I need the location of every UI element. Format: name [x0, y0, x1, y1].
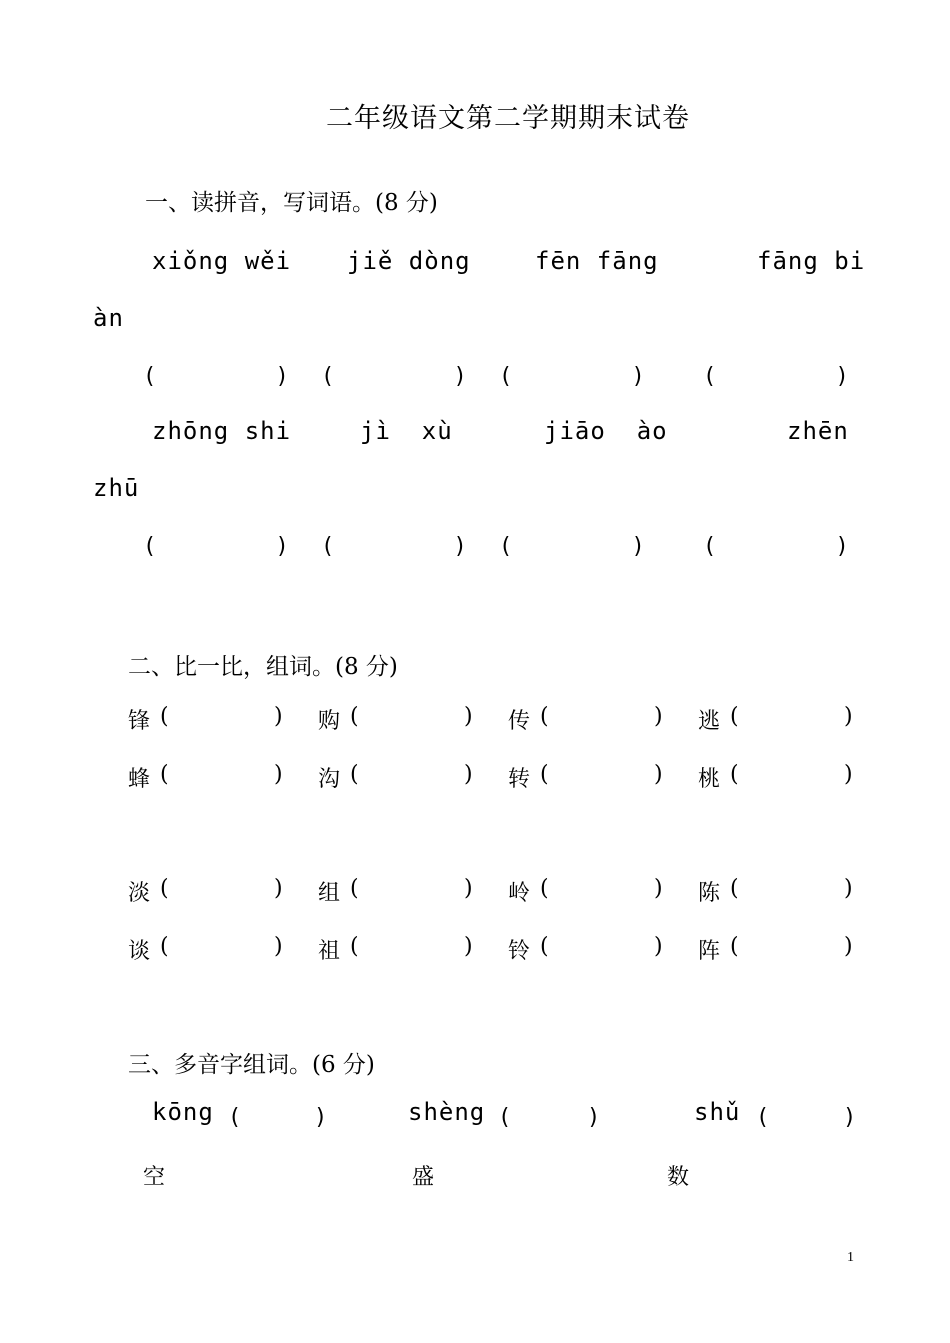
polyphone-pinyin: shèng: [408, 1098, 486, 1126]
answer-blank-open[interactable]: (: [160, 934, 169, 959]
answer-blank-close[interactable]: ): [274, 876, 283, 901]
compare-char: 购: [318, 709, 341, 734]
answer-blank-open[interactable]: (: [228, 1105, 242, 1130]
answer-blank-close[interactable]: ): [844, 704, 853, 729]
compare-char: 蜂: [128, 767, 151, 792]
compare-char: 组: [318, 881, 341, 906]
answer-blank-open[interactable]: (: [540, 934, 549, 959]
answer-blank-close[interactable]: ): [464, 876, 473, 901]
answer-blank-open[interactable]: (: [160, 762, 169, 787]
answer-blank[interactable]: ( ): [703, 534, 849, 559]
answer-blank-open[interactable]: (: [730, 876, 739, 901]
answer-blank-close[interactable]: ): [274, 934, 283, 959]
pinyin-item: jì xù: [360, 417, 453, 445]
pinyin-item: fēn fāng: [535, 247, 659, 275]
compare-char: 岭: [508, 881, 531, 906]
compare-char: 逃: [698, 709, 721, 734]
compare-char: 转: [508, 767, 531, 792]
section1-heading: 一、读拼音，写词语。(8 分): [145, 190, 438, 216]
polyphone-char: 数: [667, 1165, 690, 1190]
answer-blank[interactable]: ( ): [321, 364, 467, 389]
answer-blank-close[interactable]: ): [464, 762, 473, 787]
pinyin-item: zhēn: [787, 417, 849, 445]
answer-blank-open[interactable]: (: [730, 704, 739, 729]
answer-blank-open[interactable]: (: [756, 1105, 770, 1130]
section2-heading: 二、比一比，组词。(8 分): [128, 654, 398, 680]
answer-blank-open[interactable]: (: [498, 1105, 512, 1130]
polyphone-pinyin: shǔ: [694, 1098, 741, 1126]
pinyin-wrap: àn: [93, 304, 124, 332]
answer-blank[interactable]: ( ): [143, 534, 289, 559]
answer-blank-open[interactable]: (: [350, 762, 359, 787]
pinyin-item: zhōng shi: [152, 417, 292, 445]
answer-blank-close[interactable]: ): [464, 704, 473, 729]
compare-char: 阵: [698, 939, 721, 964]
polyphone-char: 盛: [412, 1165, 435, 1190]
pinyin-item: fāng bi: [757, 247, 866, 275]
answer-blank[interactable]: ( ): [499, 534, 645, 559]
answer-blank-open[interactable]: (: [350, 876, 359, 901]
answer-blank-open[interactable]: (: [350, 704, 359, 729]
page-number: 1: [847, 1250, 854, 1265]
answer-blank-open[interactable]: (: [730, 934, 739, 959]
answer-blank-close[interactable]: ): [844, 876, 853, 901]
answer-blank-open[interactable]: (: [540, 762, 549, 787]
page-title: 二年级语文第二学期期末试卷: [326, 103, 690, 134]
answer-blank-open[interactable]: (: [540, 876, 549, 901]
compare-char: 传: [508, 709, 531, 734]
compare-char: 锋: [128, 709, 151, 734]
compare-char: 祖: [318, 939, 341, 964]
pinyin-wrap: zhū: [93, 474, 140, 502]
answer-blank-open[interactable]: (: [160, 704, 169, 729]
compare-char: 淡: [128, 881, 151, 906]
compare-char: 铃: [508, 939, 531, 964]
pinyin-item: jiě dòng: [347, 247, 471, 275]
answer-blank-close[interactable]: ): [844, 762, 853, 787]
answer-blank-close[interactable]: ): [844, 934, 853, 959]
pinyin-item: xiǒng wěi: [152, 247, 292, 275]
section3-heading: 三、多音字组词。(6 分): [128, 1052, 375, 1078]
answer-blank-open[interactable]: (: [730, 762, 739, 787]
answer-blank-close[interactable]: ): [843, 1105, 857, 1130]
polyphone-pinyin: kōng: [152, 1098, 214, 1126]
compare-char: 桃: [698, 767, 721, 792]
answer-blank-open[interactable]: (: [350, 934, 359, 959]
pinyin-item: jiāo ào: [544, 417, 668, 445]
polyphone-char: 空: [143, 1165, 166, 1190]
answer-blank-close[interactable]: ): [274, 704, 283, 729]
answer-blank-close[interactable]: ): [654, 934, 663, 959]
answer-blank-close[interactable]: ): [587, 1105, 601, 1130]
answer-blank[interactable]: ( ): [703, 364, 849, 389]
compare-char: 谈: [128, 939, 151, 964]
answer-blank-open[interactable]: (: [540, 704, 549, 729]
compare-char: 沟: [318, 767, 341, 792]
answer-blank-close[interactable]: ): [464, 934, 473, 959]
answer-blank-close[interactable]: ): [314, 1105, 328, 1130]
answer-blank-open[interactable]: (: [160, 876, 169, 901]
compare-char: 陈: [698, 881, 721, 906]
answer-blank-close[interactable]: ): [274, 762, 283, 787]
answer-blank[interactable]: ( ): [321, 534, 467, 559]
answer-blank[interactable]: ( ): [499, 364, 645, 389]
answer-blank-close[interactable]: ): [654, 762, 663, 787]
answer-blank[interactable]: ( ): [143, 364, 289, 389]
answer-blank-close[interactable]: ): [654, 704, 663, 729]
answer-blank-close[interactable]: ): [654, 876, 663, 901]
